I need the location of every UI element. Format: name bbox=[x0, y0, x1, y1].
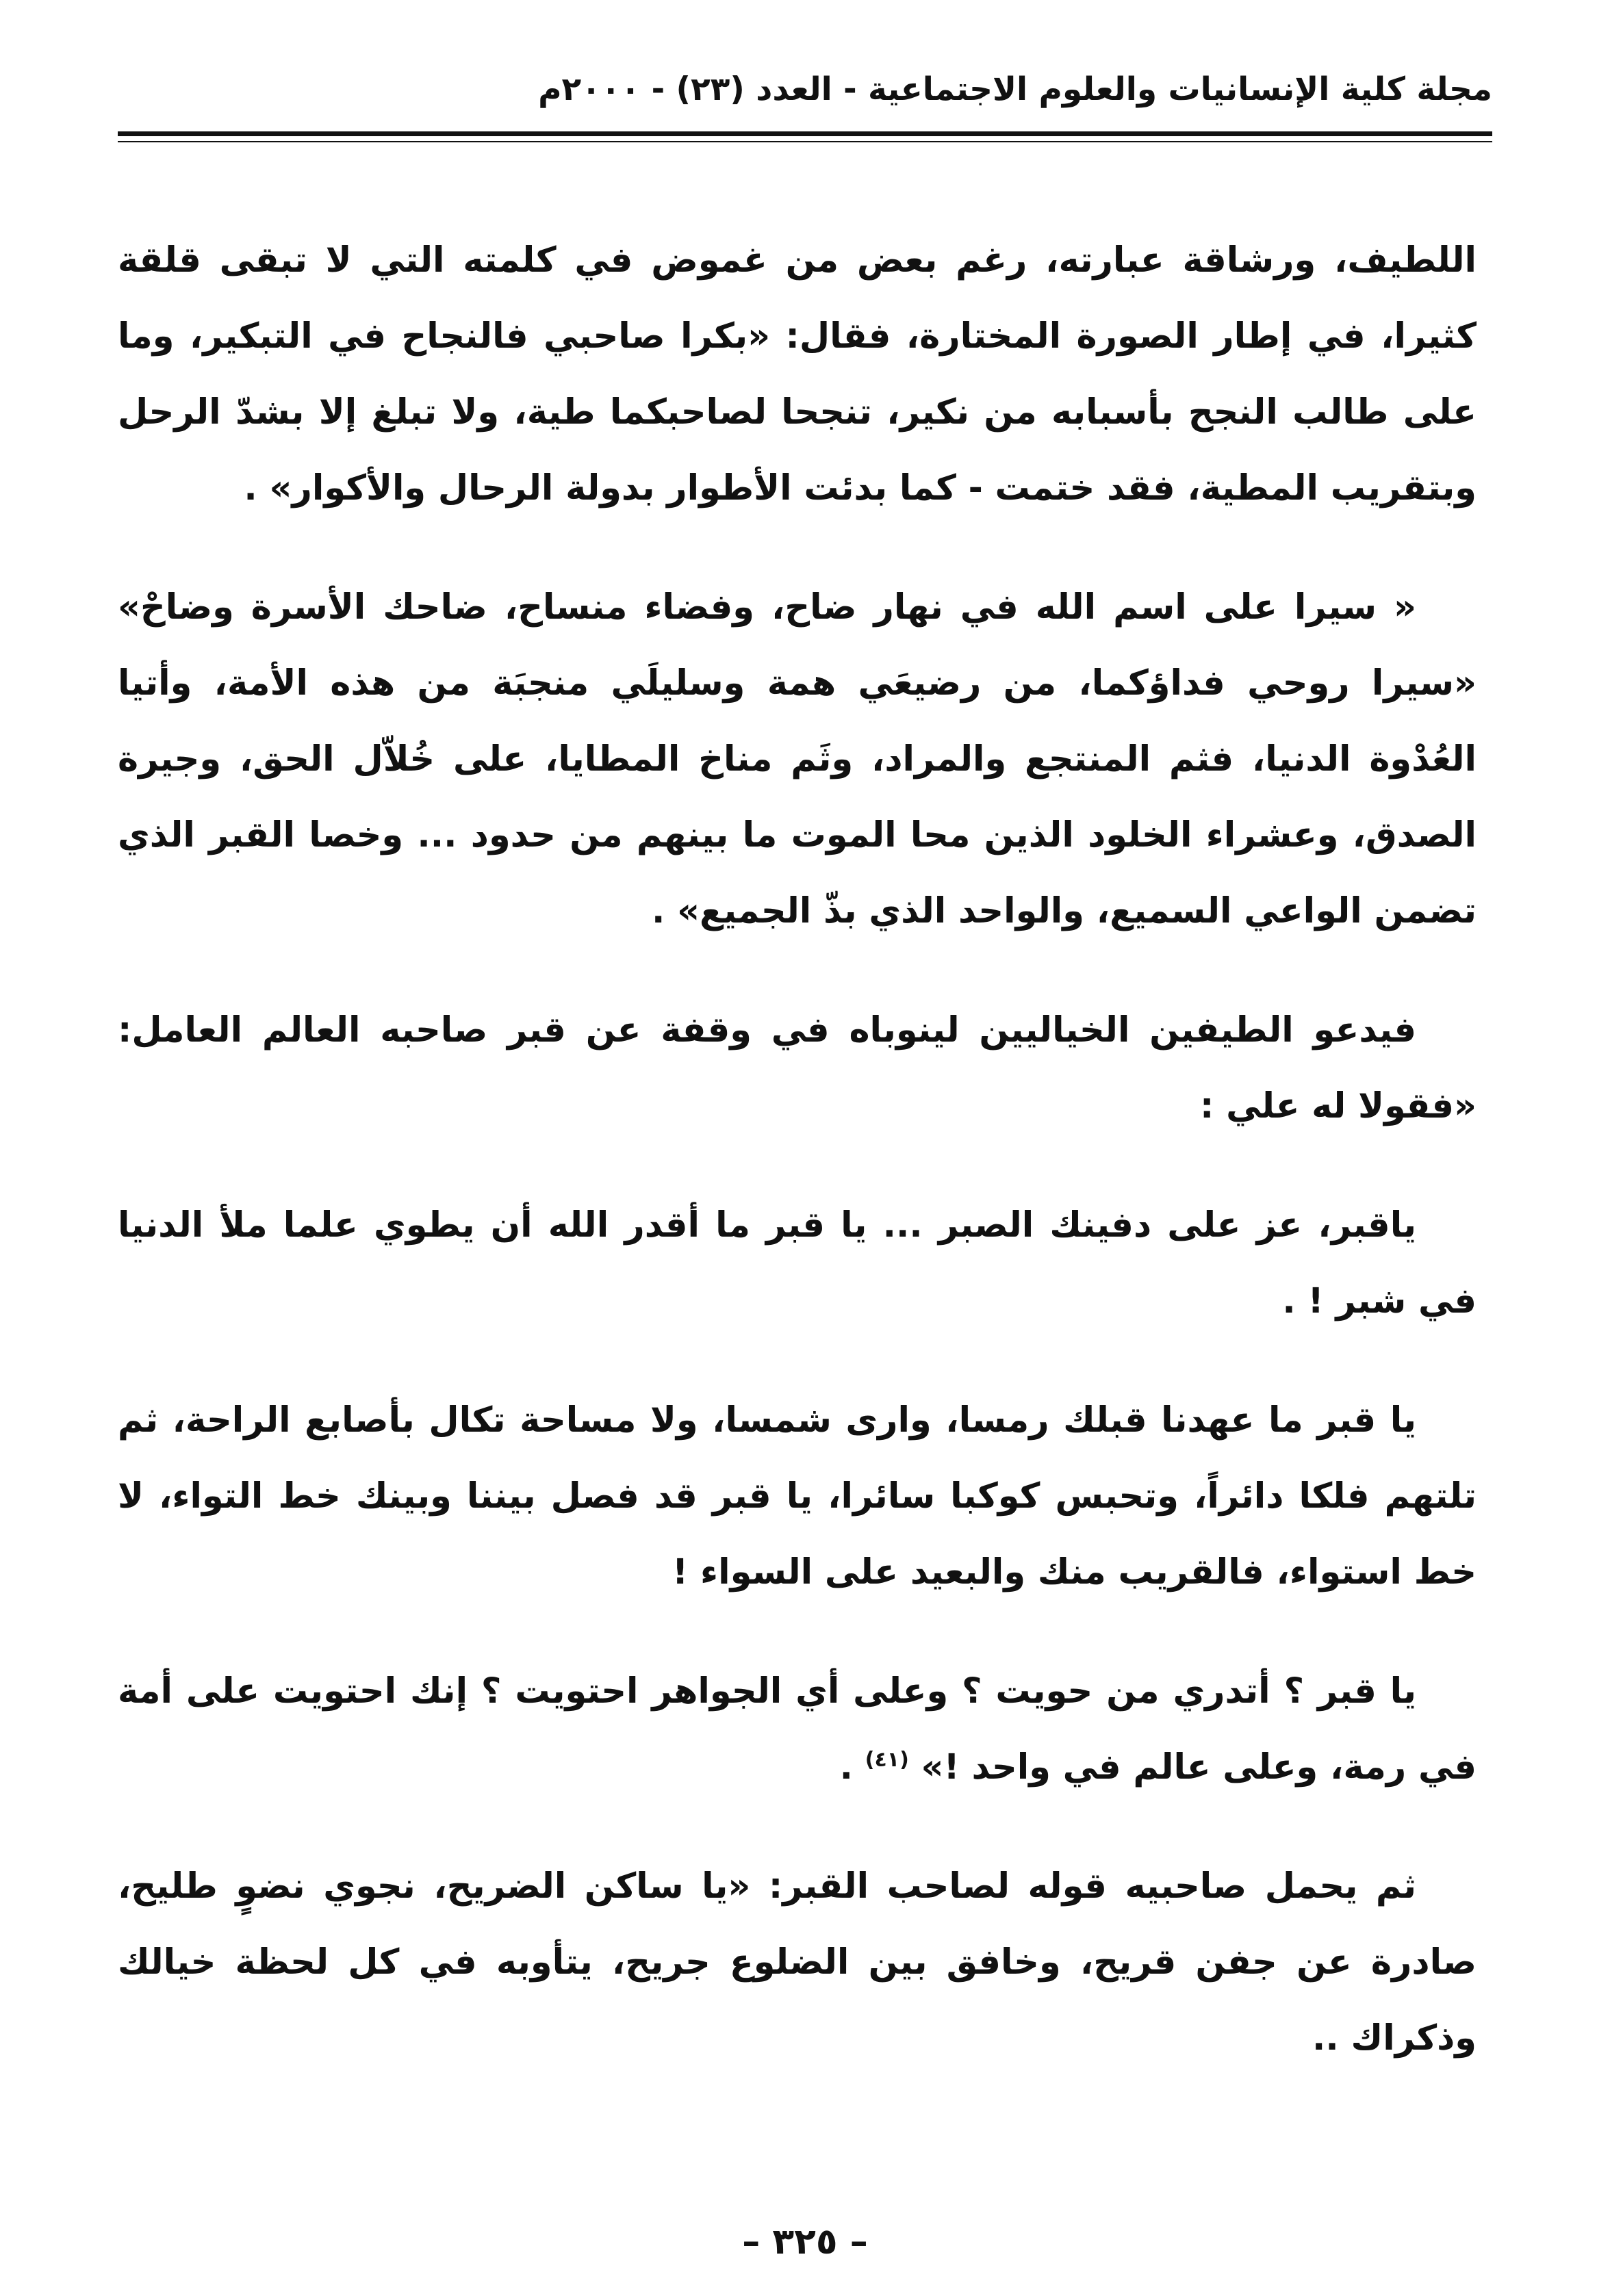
paragraph-2: « سيرا على اسم الله في نهار ضاح، وفضاء منساح، ضاحك الأسرة وضاحْ» «سيرا روحي فداؤكما، من رضيعَي همة وسليلَي منجبَة من هذه الأمة، وأتيا العُدْوة الدنيا، فثم المنتجع والمراد، وثَم مناخ المطايا، على خُلاّل الحق، وجيرة الصدق، وعشراء الخلود الذين محا الموت ما بينهم من حدود ... وخصا القبر الذي تضمن الواعي السميع، والواحد الذي بذّ الجميع» . bbox=[118, 587, 1477, 931]
paragraph-6-text: يا قبر ؟ أتدري من حويت ؟ وعلى أي الجواهر احتويت ؟ إنك احتويت على أمة في رمة، وعلى عالم في واحد !» bbox=[118, 1671, 1477, 1788]
page-number: – ٣٢٥ – bbox=[742, 2221, 868, 2262]
paragraph-3: فيدعو الطيفين الخياليين لينوباه في وقفة عن قبر صاحبه العالم العامل: «فقولا له علي : bbox=[118, 1010, 1477, 1126]
paragraph-7: ثم يحمل صاحبيه قوله لصاحب القبر: «يا ساكن الضريح، نجوي نضوٍ طليح، صادرة عن جفن قريح، وخافق بين الضلوع جريح، يتأوبه في كل لحظة خيالك وذكراك .. bbox=[118, 1866, 1477, 2059]
paragraph-5: يا قبر ما عهدنا قبلك رمسا، وارى شمسا، ولا مساحة تكال بأصابع الراحة، ثم تلتهم فلكا دائراً، وتحبس كوكبا سائرا، يا قبر قد فصل بيننا وبينك خط التواء، لا خط استواء، فالقريب منك والبعيد على السواء ! bbox=[118, 1400, 1477, 1592]
body-text bbox=[118, 222, 1477, 2119]
footnote-ref-41[interactable]: (٤١) bbox=[865, 1748, 909, 1772]
paragraph-6 bbox=[118, 1653, 1477, 1805]
paragraph-1: اللطيف، ورشاقة عبارته، رغم بعض من غموض في كلمته التي لا تبقى قلقة كثيرا، في إطار الصورة المختارة، فقال: «بكرا صاحبي فالنجاح في التبكير، وما على طالب النجح بأسبابه من نكير، تنجحا لصاحبكما طية، ولا تبلغ إلا بشدّ الرحل وبتقريب المطية، فقد ختمت - كما بدئت الأطوار بدولة الرحال والأكوار» . bbox=[118, 240, 1477, 508]
paragraph-6-tail: . bbox=[839, 1747, 865, 1788]
paragraph-4: ياقبر، عز على دفينك الصبر ... يا قبر ما أقدر الله أن يطوي علما ملأ الدنيا في شبر ! . bbox=[118, 1205, 1477, 1321]
header-rule-thin bbox=[118, 141, 1492, 142]
header-rule-thick bbox=[118, 131, 1492, 136]
running-header: مجلة كلية الإنسانيات والعلوم الاجتماعية - العدد (٢٣) - ٢٠٠٠م bbox=[538, 70, 1492, 108]
